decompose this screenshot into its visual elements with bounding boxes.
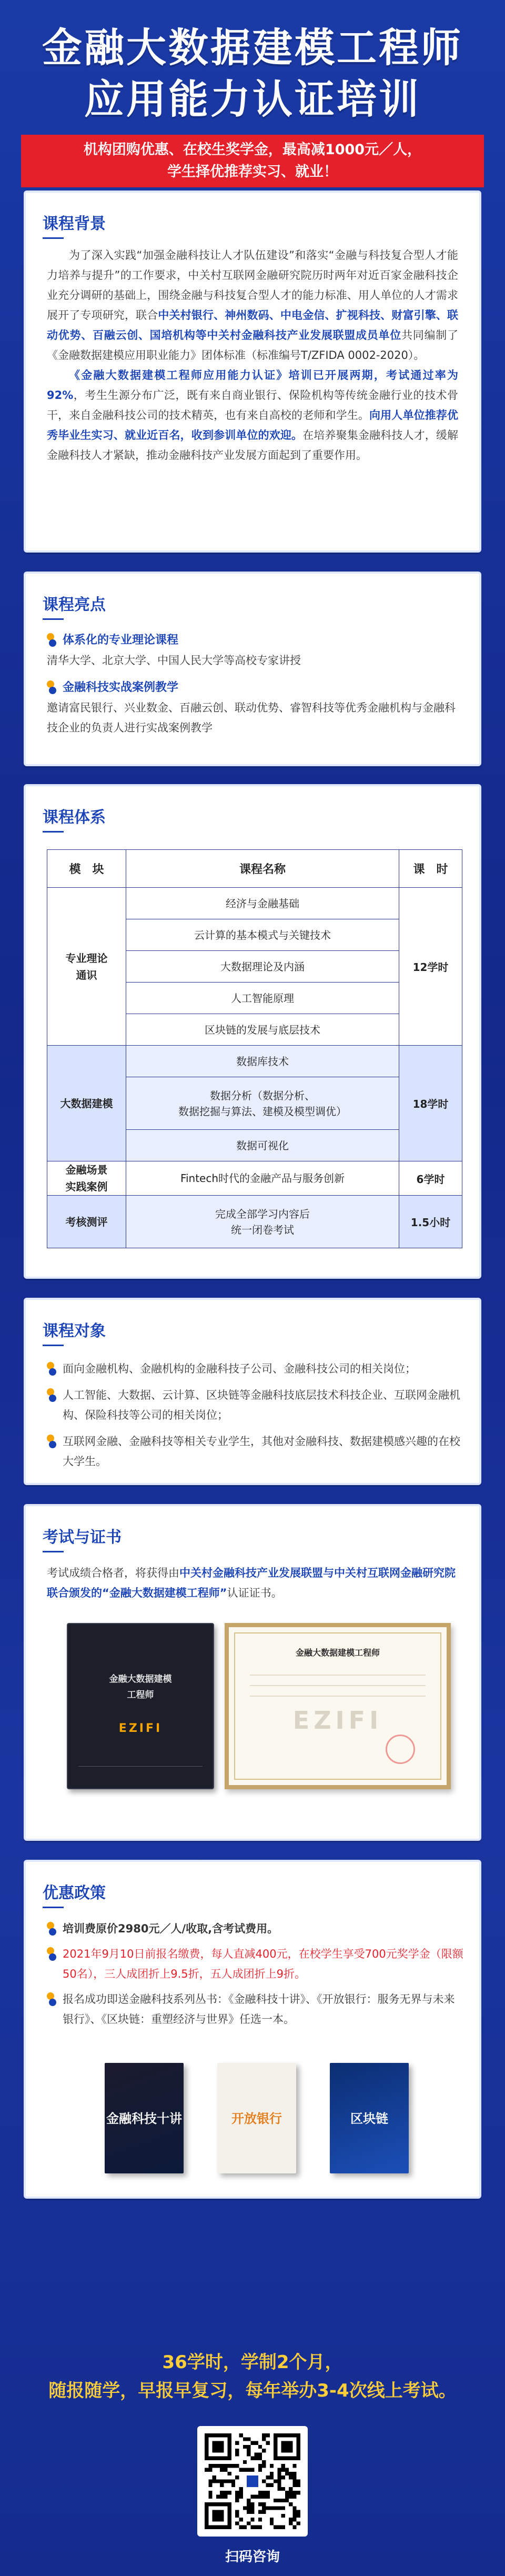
- cert-text-c: 认证证书。: [227, 1587, 282, 1599]
- course-cell: 数据库技术: [126, 1046, 399, 1077]
- module-cell: 考核测评: [47, 1196, 126, 1248]
- hours-cell: 1.5小时: [399, 1196, 462, 1248]
- bullet-icon: [47, 1435, 56, 1449]
- cert-cover-title: 金融大数据建模 工程师: [109, 1674, 172, 1700]
- table-row: [47, 888, 462, 919]
- discount-offer: 2021年9月10日前报名缴费，每人直减400元，在校学生享受700元奖学金（限额50名），三人成团折上9.5折，五人成团折上9折。: [63, 1948, 463, 1980]
- course-cell: 经济与金融基础: [126, 888, 399, 919]
- divider: [250, 1685, 426, 1686]
- list-item: [47, 1919, 463, 1939]
- promo-line-1: 机构团购优惠、在校生奖学金，最高减1000元／人，: [83, 142, 422, 158]
- ezifi-logo: EZIFI: [118, 1722, 163, 1735]
- curriculum-table: [47, 849, 462, 1248]
- watermark-logo: EZIFI: [292, 1706, 383, 1735]
- audience-text: 面向金融机构、金融机构的金融科技子公司、金融科技公司的相关岗位；: [63, 1362, 416, 1375]
- course-cell: 人工智能原理: [126, 983, 399, 1014]
- certificate-card: [24, 1504, 481, 1841]
- cert-text-b: 中关村金融科技产业发展联盟与中关村互联网金融研究院联合颁发的“金融大数据建模工程师”: [47, 1567, 456, 1599]
- highlights-title: 课程亮点: [43, 592, 106, 615]
- hours-cell: 6学时: [399, 1161, 462, 1196]
- divider: [250, 1696, 426, 1697]
- table-body: [47, 888, 462, 1248]
- promo-banner: [21, 135, 484, 187]
- certificate-text: [47, 1563, 458, 1603]
- audience-text: 人工智能、大数据、云计算、区块链等金融科技底层技术科技企业、互联网金融机构、保险科技等公司的相关岗位；: [63, 1389, 460, 1421]
- audience-card: [24, 1298, 481, 1485]
- module-cell: 金融场景 实践案例: [47, 1161, 126, 1196]
- list-item: [47, 1944, 463, 1984]
- slogan-line-1: 36学时，学制2个月，: [162, 2352, 343, 2373]
- course-cell: 云计算的基本模式与关键技术: [126, 919, 399, 951]
- bullet-icon: [47, 1947, 56, 1962]
- course-cell: 数据可视化: [126, 1130, 399, 1161]
- book-title: 开放银行: [231, 2111, 282, 2126]
- highlight-heading: 体系化的专业理论课程: [63, 634, 179, 647]
- module-cell: 专业理论 通识: [47, 888, 126, 1046]
- bg-p1-b: 中关村银行、神州数码、中电金信、扩视科技、财富引擎、联动优势、百融云创、国培机构等中关村金融科技产业发展联盟成员单位: [47, 309, 458, 342]
- bullet-icon: [47, 1362, 56, 1377]
- cert-page-title: 金融大数据建模工程师: [295, 1648, 380, 1658]
- highlight-item: [47, 630, 463, 670]
- certificate-page-image: [225, 1623, 451, 1789]
- curriculum-title: 课程体系: [43, 804, 106, 827]
- slogan-line-2: 随报随学，早报早复习，每年举办3-4次线上考试。: [48, 2380, 457, 2401]
- cert-text-a: 考试成绩合格者，将获得由: [47, 1567, 179, 1579]
- table-row: [47, 1196, 462, 1248]
- hours-cell: 18学时: [399, 1046, 462, 1161]
- cover-divider: [78, 1766, 203, 1779]
- bg-p2-c: 向用人单位推荐优秀毕业生实习、就业近百名，收到参训单位的欢迎。: [47, 409, 459, 442]
- bg-p1-c: 共同编制了《金融数据建模应用职业能力》团体标准（标准编号T/ZFIDA 0002-2020）。: [47, 329, 459, 362]
- table-row: [47, 1161, 462, 1196]
- certificate-title: 考试与证书: [43, 1524, 122, 1547]
- book-cover-blockchain: [330, 2063, 409, 2173]
- background-text: [47, 245, 458, 465]
- footer-slogan: [0, 2348, 505, 2405]
- bullet-icon: [47, 1922, 56, 1937]
- course-cell: 区块链的发展与底层技术: [126, 1014, 399, 1046]
- bullet-icon: [47, 1388, 56, 1403]
- discount-list: [47, 1919, 463, 2034]
- highlight-body: 清华大学、北京大学、中国人民大学等高校专家讲授: [47, 654, 301, 667]
- audience-text: 互联网金融、金融科技等相关专业学生，其他对金融科技、数据建模感兴趣的在校大学生。: [63, 1435, 460, 1468]
- course-cell: 完成全部学习内容后 统一闭卷考试: [126, 1196, 399, 1248]
- book-cover-fintech: [105, 2063, 184, 2173]
- hero-header: [0, 0, 505, 180]
- book-cover-open-banking: [217, 2063, 296, 2173]
- audience-list: [47, 1359, 463, 1478]
- qr-code[interactable]: [197, 2426, 308, 2537]
- table-header-module: 模 块: [47, 850, 126, 888]
- promo-line-2: 学生择优推荐实习、就业！: [167, 164, 338, 180]
- highlight-item: [47, 678, 463, 738]
- course-cell: 数据分析（数据分析、 数据挖掘与算法、建模及模型调优）: [126, 1077, 399, 1130]
- table-row: [47, 1046, 462, 1077]
- discount-gift: 报名成功即送金融科技系列丛书：《金融科技十讲》、《开放银行：服务无界与未来银行》、《区块链：重塑经济与世界》任选一本。: [63, 1993, 455, 2026]
- list-item: [47, 1989, 463, 2029]
- discount-price: 培训费原价2980元／人/收取,含考试费用。: [63, 1922, 279, 1935]
- discount-card: [24, 1860, 481, 2199]
- highlights-list: [47, 630, 463, 745]
- discount-title: 优惠政策: [43, 1880, 106, 1903]
- list-item: [47, 1359, 463, 1379]
- title-line-2: 应用能力认证培训: [84, 76, 421, 123]
- page-title: [0, 22, 505, 125]
- hours-cell: 12学时: [399, 888, 462, 1046]
- background-paragraph-2: [47, 365, 458, 465]
- background-paragraph-1: [47, 245, 458, 365]
- seal-stamp-icon: [386, 1735, 415, 1764]
- bullet-icon: [47, 1992, 56, 2007]
- certificate-cover-image: [67, 1623, 214, 1789]
- module-cell: 大数据建模: [47, 1046, 126, 1161]
- qr-code-icon: [205, 2433, 300, 2529]
- list-item: [47, 1431, 463, 1471]
- book-title: 区块链: [350, 2111, 388, 2126]
- course-cell: Fintech时代的金融产品与服务创新: [126, 1161, 399, 1196]
- background-title: 课程背景: [43, 211, 106, 234]
- qr-caption: 扫码咨询: [225, 2549, 280, 2565]
- course-cell: 大数据理论及内涵: [126, 951, 399, 983]
- audience-title: 课程对象: [43, 1318, 106, 1341]
- highlights-card: [24, 572, 481, 766]
- table-header-hours: 课 时: [399, 850, 462, 888]
- bg-p2-a: 《金融大数据建模工程师应用能力认证》培训已开展两期，考试通过率为92%: [47, 369, 458, 402]
- bg-p2-b: ，考生生源分布广泛，既有来自商业银行、保险机构等传统金融行业的技术骨干，来自金融科技公司的技术精英，也有来自高校的老师和学生。: [47, 389, 458, 422]
- divider: [250, 1675, 426, 1676]
- bullet-icon: [47, 633, 56, 648]
- curriculum-card: [24, 784, 481, 1279]
- highlight-body: 邀请富民银行、兴业数金、百融云创、联动优势、睿智科技等优秀金融机构与金融科技企业的负责人进行实战案例教学: [47, 701, 456, 734]
- highlight-heading: 金融科技实战案例教学: [63, 681, 179, 694]
- list-item: [47, 1385, 463, 1425]
- bullet-icon: [47, 680, 56, 695]
- title-line-1: 金融大数据建模工程师: [42, 24, 463, 71]
- book-title: 金融科技十讲: [106, 2111, 182, 2126]
- table-header-course: 课程名称: [126, 850, 399, 888]
- bg-p2-d: 在培养聚集金融科技人才，缓解金融科技人才紧缺，推动金融科技产业发展方面起到了重要作用。: [47, 429, 459, 462]
- background-card: [24, 191, 481, 553]
- book-covers: [105, 2063, 420, 2176]
- bg-p1-a: 为了深入实践“加强金融科技让人才队伍建设”和落实“金融与科技复合型人才能力培养与提升”的工作要求，中关村互联网金融研究院历时两年对近百家金融科技企业充分调研的基础上，围绕金融与科技复合型人才的能力标准、用人单位的人才需求展开了专项研究，联合: [47, 249, 458, 322]
